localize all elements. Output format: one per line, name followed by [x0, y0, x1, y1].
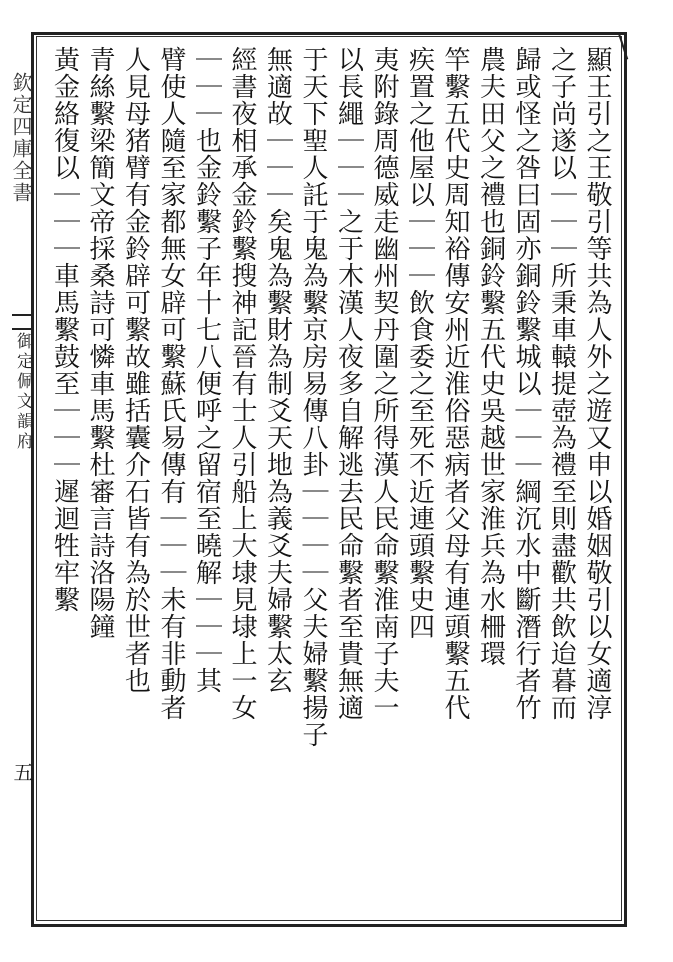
corner-mark: [618, 32, 632, 62]
banxin-title: 欽定四庫全書: [9, 72, 33, 204]
text-column: 農夫田父之禮也銅鈴繫五代史吳越世家淮兵為水柵環: [475, 46, 506, 667]
text-column: 歸或怪之咎曰固亦銅鈴繫城以｜｜｜綱沉水中斷潛行者竹: [511, 46, 541, 721]
text-column: 無適故｜｜｜矣鬼為繫財為制爻天地為義爻夫婦繫太玄: [262, 46, 293, 694]
text-column: 黃金絡復以｜｜｜車馬繫鼓至｜｜｜遲迴牲牢繫: [49, 46, 80, 613]
text-column: 竿繫五代史周知裕傳安州近淮俗惡病者父母有連頭繫五代: [440, 46, 470, 721]
text-column: 疾置之他屋以｜｜｜飲食委之至死不近連頭繫史四: [404, 46, 435, 640]
text-column: 夷附錄周德威走幽州契丹圍之所得漢人民命繫淮南子夫一: [369, 46, 399, 721]
text-column: 經書夜相承金鈴繫搜神記晉有士人引船上大埭見埭上一女: [227, 46, 257, 721]
text-column: 顯王引之王敬引等共為人外之遊又申以婚姻敬引以女適淳: [582, 46, 612, 721]
text-column: 人見母猪臂有金鈴辟可繫故雖括囊介石皆有為於世者也: [120, 46, 151, 694]
page-number: 五: [10, 762, 34, 782]
text-column: 于天下聖人託于鬼為繫京房易傳八卦｜｜｜｜父夫婦繫揚子: [298, 46, 328, 748]
text-column: 臂使人隨至家都無女辟可繫蘇氏易傳有｜｜｜未有非動者: [156, 46, 186, 721]
book-title: 御定佩文韻府: [13, 332, 33, 452]
text-column: 青絲繫梁簡文帝採桑詩可憐車馬繫杜審言詩洛陽鐘: [85, 46, 115, 640]
text-column: ｜｜｜也金鈴繫子年十七八便呼之留宿至曉解｜｜｜其: [191, 46, 222, 694]
text-column: 之子尚遂以｜｜｜所秉車轅提壺為禮至則盡歡共飲迨暮而: [546, 46, 577, 721]
fold-strip: [0, 32, 40, 927]
fishtail-mark: [12, 314, 34, 330]
text-column: 以長繩｜｜｜之于木漢人夜多自解逃去民命繫者至貴無適: [333, 46, 364, 721]
